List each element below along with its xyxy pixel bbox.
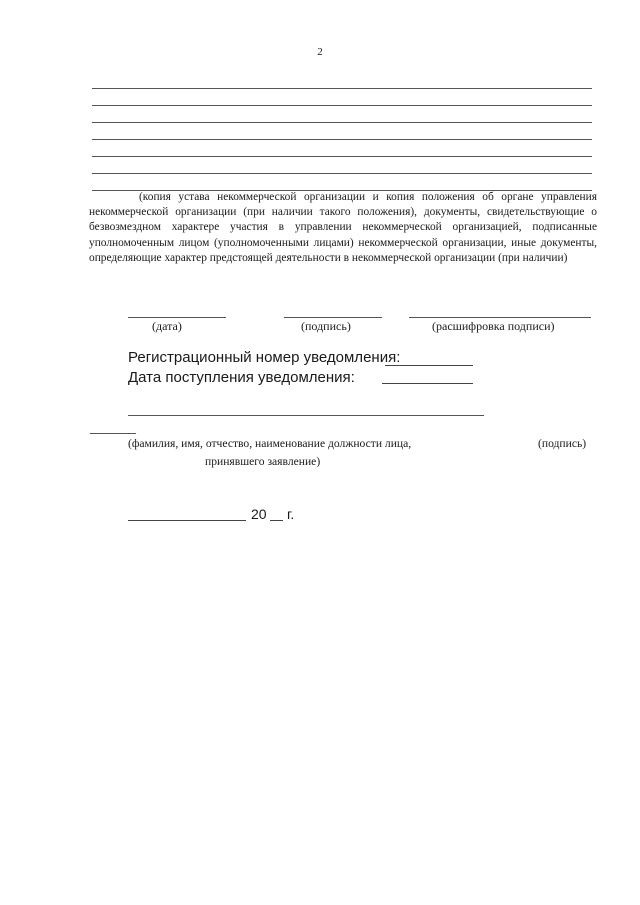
registration-number-label: Регистрационный номер уведомления: (128, 349, 401, 366)
blank-line (92, 88, 592, 89)
year-suffix: г. (287, 506, 295, 522)
blank-line (92, 173, 592, 174)
date-blank (128, 520, 246, 521)
receiver-caption-line1: (фамилия, имя, отчество, наименование должности лица, (128, 437, 412, 450)
attachments-note: (копия устава некоммерческой организации и копия положения об органе управления некоммерческой организации (при наличии такого положения), документы, свидетельствующие о безвозмездном характере участия в управлении некоммерческой организацией, подписанные уполномоченным лицом (уполномоченными лицами) некоммерческой организации, иные документы, определяющие характер предстоящей деятельности в некоммерческой организации (при наличии) (89, 191, 597, 264)
receipt-date-blank (382, 383, 473, 384)
receiver-signature-caption: (подпись) (538, 437, 587, 450)
blank-line (92, 156, 592, 157)
decoding-caption: (расшифровка подписи) (432, 319, 555, 333)
year-blank (270, 520, 283, 521)
date-signature-line (128, 317, 226, 318)
date-caption: (дата) (152, 319, 182, 333)
year-prefix: 20 (251, 506, 267, 522)
signature-caption: (подпись) (301, 319, 351, 333)
receiver-signature-line (90, 433, 136, 434)
receipt-date-label: Дата поступления уведомления: (128, 369, 355, 386)
receiver-caption-line2: принявшего заявление) (205, 455, 321, 468)
blank-line (92, 139, 592, 140)
decoding-signature-line (409, 317, 591, 318)
registration-number-blank (385, 365, 473, 366)
blank-line (92, 105, 592, 106)
receiver-name-line (128, 415, 484, 416)
page-number: 2 (317, 46, 323, 58)
blank-line (92, 122, 592, 123)
signature-line (284, 317, 382, 318)
